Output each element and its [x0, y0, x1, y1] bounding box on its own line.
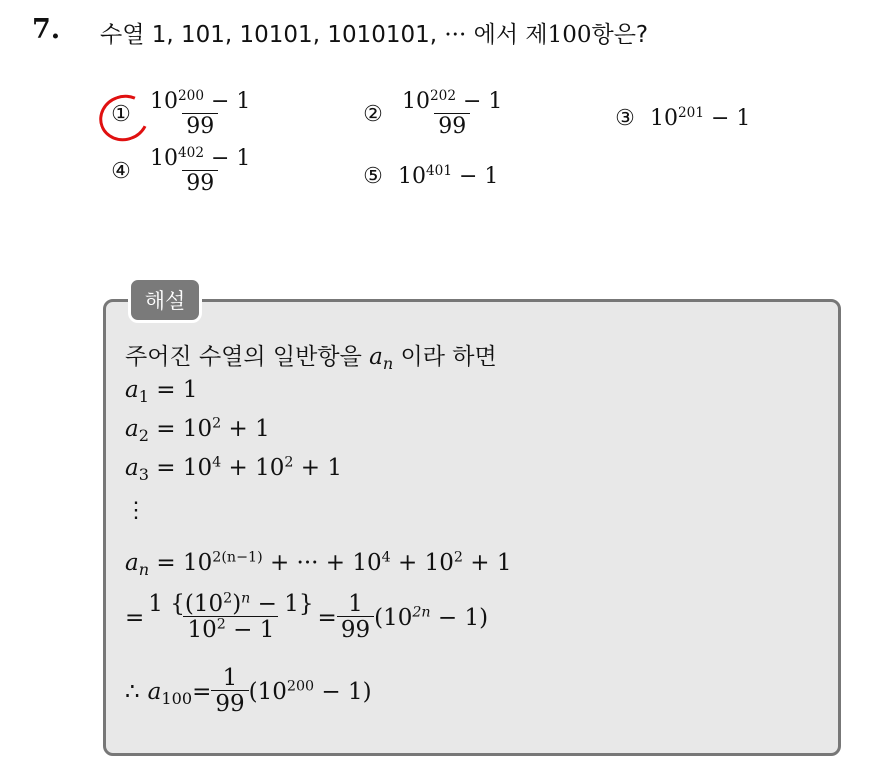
choice-1-fraction — [146, 87, 254, 140]
question-number: 7. — [32, 14, 61, 45]
equation-a3 — [125, 454, 342, 484]
choice-2-num-tail: − 1 — [456, 89, 503, 114]
step-f2-den: 99 — [337, 616, 374, 643]
final-sub: 100 — [161, 688, 193, 708]
an-exp-1: 2(n−1) — [212, 549, 263, 566]
choice-3-base: 10 — [650, 106, 678, 131]
choice-5-base: 10 — [398, 164, 426, 189]
choice-3-tail: − 1 — [704, 106, 751, 131]
intro-text-2: 이라 하면 — [393, 344, 497, 370]
step-num-1: 1 {(10 — [148, 591, 224, 617]
an-rhs-4: + 1 — [462, 550, 512, 576]
step-num-exp-2: n — [241, 590, 251, 607]
question-ellipsis: ··· — [444, 22, 467, 48]
step-fraction-1 — [144, 592, 317, 644]
choice-3-exp: 201 — [678, 104, 705, 121]
an-rhs-2: + ··· + 10 — [262, 550, 382, 576]
choice-5-mark: ⑤ — [363, 164, 383, 189]
final-fraction — [211, 666, 248, 718]
solution-label: 해설 — [128, 277, 202, 323]
choice-3-expression — [650, 106, 750, 131]
step-tail-2: − 1) — [430, 604, 489, 631]
an-rhs-1: = 10 — [149, 550, 213, 576]
choice-3-mark: ③ — [615, 106, 635, 131]
a2-exp-1: 2 — [212, 415, 222, 432]
a2-var: a — [125, 416, 139, 442]
a1-sub: 1 — [138, 386, 149, 406]
step-tail-exp: 2n — [412, 604, 431, 621]
an-rhs-3: + 10 — [390, 550, 454, 576]
question-prefix: 수열 1, 101, 10101, 1010101, — [100, 22, 445, 48]
a3-exp-1: 4 — [212, 454, 222, 471]
a3-sub: 3 — [138, 464, 149, 484]
a2-rhs-1: = 10 — [148, 416, 213, 442]
question-suffix-1: 에서 제 — [466, 22, 548, 48]
choice-4-num-base: 10 — [150, 146, 178, 171]
a3-rhs-2: + 10 — [221, 455, 285, 481]
a3-var: a — [125, 455, 139, 481]
step-num-exp-1: 2 — [223, 590, 233, 607]
choice-2-denominator: 99 — [434, 113, 470, 139]
choice-1-mark: ① — [111, 102, 131, 128]
final-tail-exp: 200 — [286, 678, 315, 695]
choice-2-mark: ② — [363, 102, 383, 128]
equation-an — [125, 549, 512, 579]
choice-5-expression — [398, 164, 498, 189]
solution-intro — [125, 338, 497, 371]
choice-2-fraction — [398, 87, 506, 140]
choice-4[interactable] — [108, 144, 254, 197]
final-var: a — [147, 678, 162, 705]
equation-a2 — [125, 415, 270, 445]
a1-var: a — [125, 377, 139, 403]
final-eq: = — [192, 678, 212, 705]
a1-rhs: = 1 — [148, 377, 198, 403]
final-f-num: 1 — [222, 665, 238, 691]
final-tail-1: (10 — [248, 678, 287, 705]
question-text — [100, 16, 648, 49]
choice-2-num-base: 10 — [402, 89, 430, 114]
equation-sum-step — [125, 592, 488, 644]
an-var: a — [125, 550, 139, 576]
a3-rhs-1: = 10 — [148, 455, 213, 481]
choice-4-denominator: 99 — [182, 170, 218, 196]
final-tail-2: − 1) — [314, 678, 372, 705]
step-f2-num: 1 — [348, 591, 363, 617]
choice-2-num-exp: 202 — [430, 87, 457, 104]
choice-1-num-exp: 200 — [178, 87, 205, 104]
final-f-den: 99 — [211, 690, 248, 717]
step-num-2: ) — [232, 591, 242, 617]
an-exp-2: 4 — [381, 549, 391, 566]
step-fraction-2 — [337, 592, 374, 644]
choice-1-num-tail: − 1 — [204, 89, 251, 114]
choice-4-num-exp: 402 — [178, 144, 205, 161]
step-eq: = — [125, 604, 145, 631]
choice-4-mark: ④ — [111, 159, 131, 185]
choice-4-fraction — [146, 144, 254, 197]
intro-text-1: 주어진 수열의 일반항을 — [125, 344, 370, 370]
equation-final — [125, 666, 372, 718]
step-den-1: 10 — [187, 617, 217, 644]
choice-1-num-base: 10 — [150, 89, 178, 114]
choice-5-exp: 401 — [426, 162, 453, 179]
step-den-2: − 1 — [225, 617, 275, 644]
intro-sub: n — [382, 353, 394, 373]
step-eq-2: = — [317, 604, 337, 631]
a3-rhs-3: + 1 — [293, 455, 342, 481]
choice-3[interactable] — [612, 106, 750, 131]
question-term-number: 100 — [547, 22, 592, 48]
a3-exp-2: 2 — [284, 454, 294, 471]
question-suffix-2: 항은? — [591, 22, 649, 48]
step-num-3: − 1} — [250, 591, 314, 617]
therefore-symbol: ∴ — [125, 678, 140, 705]
step-tail-1: (10 — [374, 604, 413, 631]
choice-4-num-tail: − 1 — [204, 146, 251, 171]
a2-sub: 2 — [138, 425, 149, 445]
choice-1-denominator: 99 — [182, 113, 218, 139]
an-exp-3: 2 — [453, 549, 463, 566]
choice-2[interactable] — [360, 87, 506, 140]
equation-a1 — [125, 377, 198, 406]
vertical-dots: ⋮ — [125, 498, 147, 523]
an-sub: n — [138, 559, 150, 579]
choice-5[interactable] — [360, 164, 498, 189]
step-den-exp: 2 — [216, 616, 226, 633]
intro-var: a — [369, 344, 383, 370]
choice-5-tail: − 1 — [452, 164, 499, 189]
a2-rhs-2: + 1 — [221, 416, 270, 442]
